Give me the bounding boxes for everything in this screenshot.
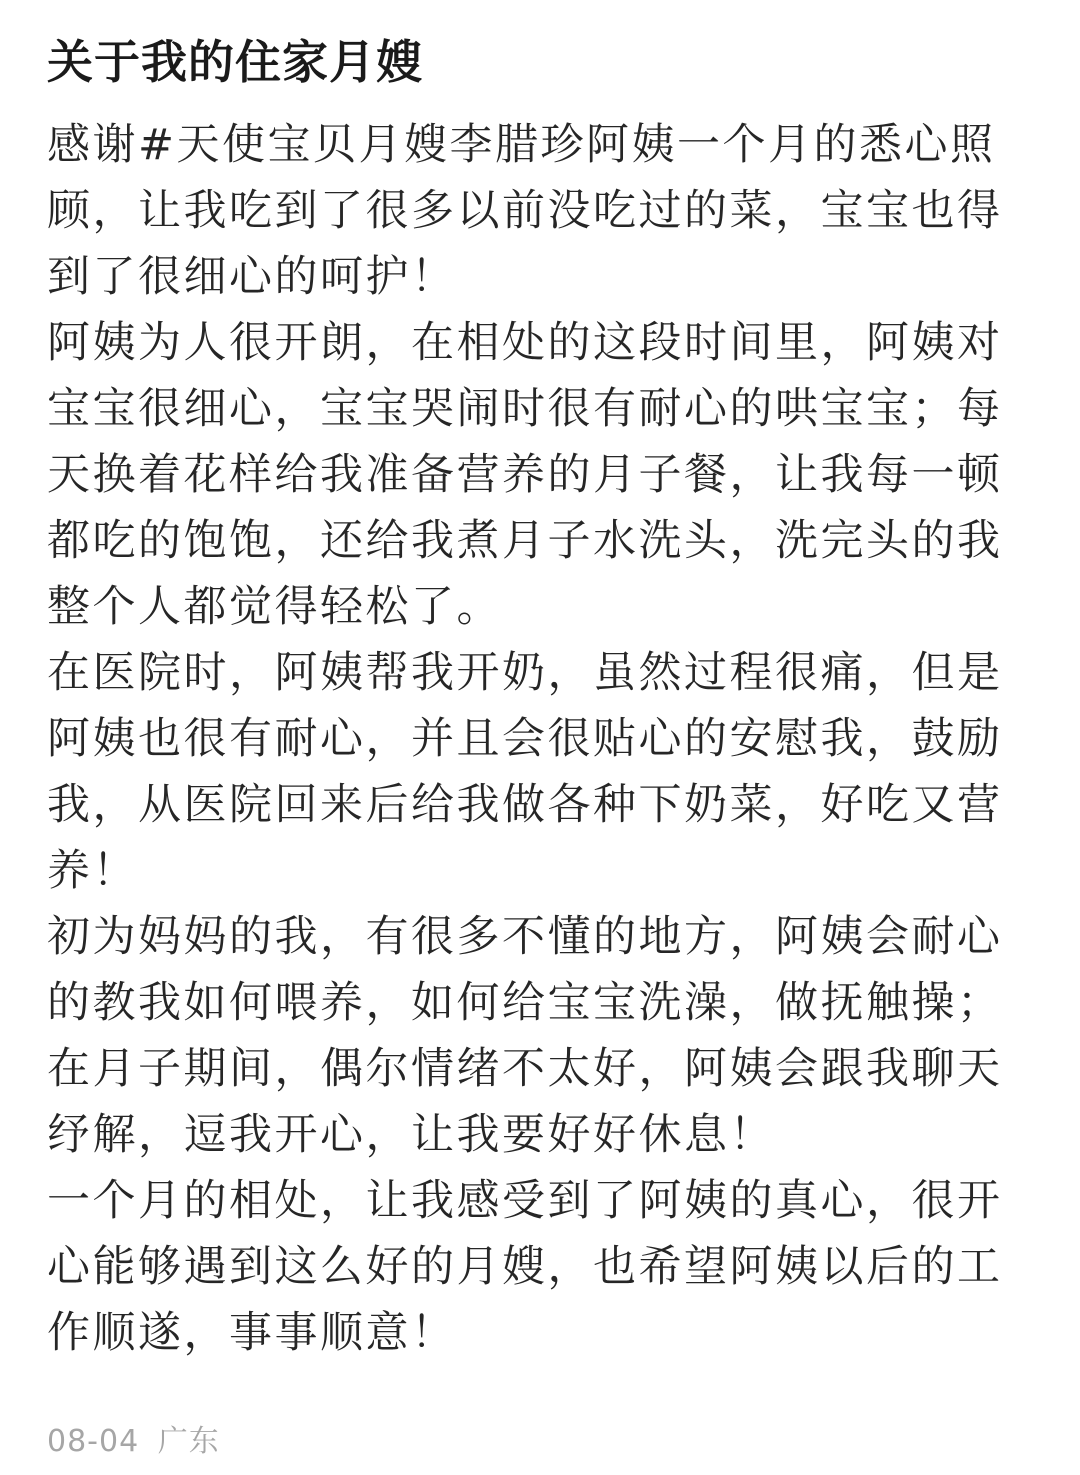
post-body [47,112,1007,1366]
post-paragraph: 在医院时，阿姨帮我开奶，虽然过程很痛，但是阿姨也很有耐心，并且会很贴心的安慰我，鼓励我，从医院回来后给我做各种下奶菜，好吃又营养！ [47,648,1003,896]
post-paragraph: 阿姨为人很开朗，在相处的这段时间里，阿姨对宝宝很细心，宝宝哭闹时很有耐心的哄宝宝；每天换着花样给我准备营养的月子餐，让我每一顿都吃的饱饱，还给我煮月子水洗头，洗完头的我整个人都觉得轻松了。 [47,318,1003,632]
post-paragraph: 一个月的相处，让我感受到了阿姨的真心，很开心能够遇到这么好的月嫂，也希望阿姨以后的工作顺遂，事事顺意！ [47,1176,1003,1358]
post-location: 广东 [157,1424,220,1459]
post-title: 关于我的住家月嫂 [47,35,423,89]
post-paragraph: 初为妈妈的我，有很多不懂的地方，阿姨会耐心的教我如何喂养，如何给宝宝洗澡，做抚触操；在月子期间，偶尔情绪不太好，阿姨会跟我聊天纾解，逗我开心，让我要好好休息！ [47,912,1003,1160]
post-date: 08-04 [47,1424,140,1459]
post-paragraph: 感谢#天使宝贝月嫂李腊珍阿姨一个月的悉心照顾，让我吃到了很多以前没吃过的菜，宝宝也得到了很细心的呵护！ [47,120,1003,302]
post-content [47,26,1007,1366]
post-meta [47,1420,228,1464]
